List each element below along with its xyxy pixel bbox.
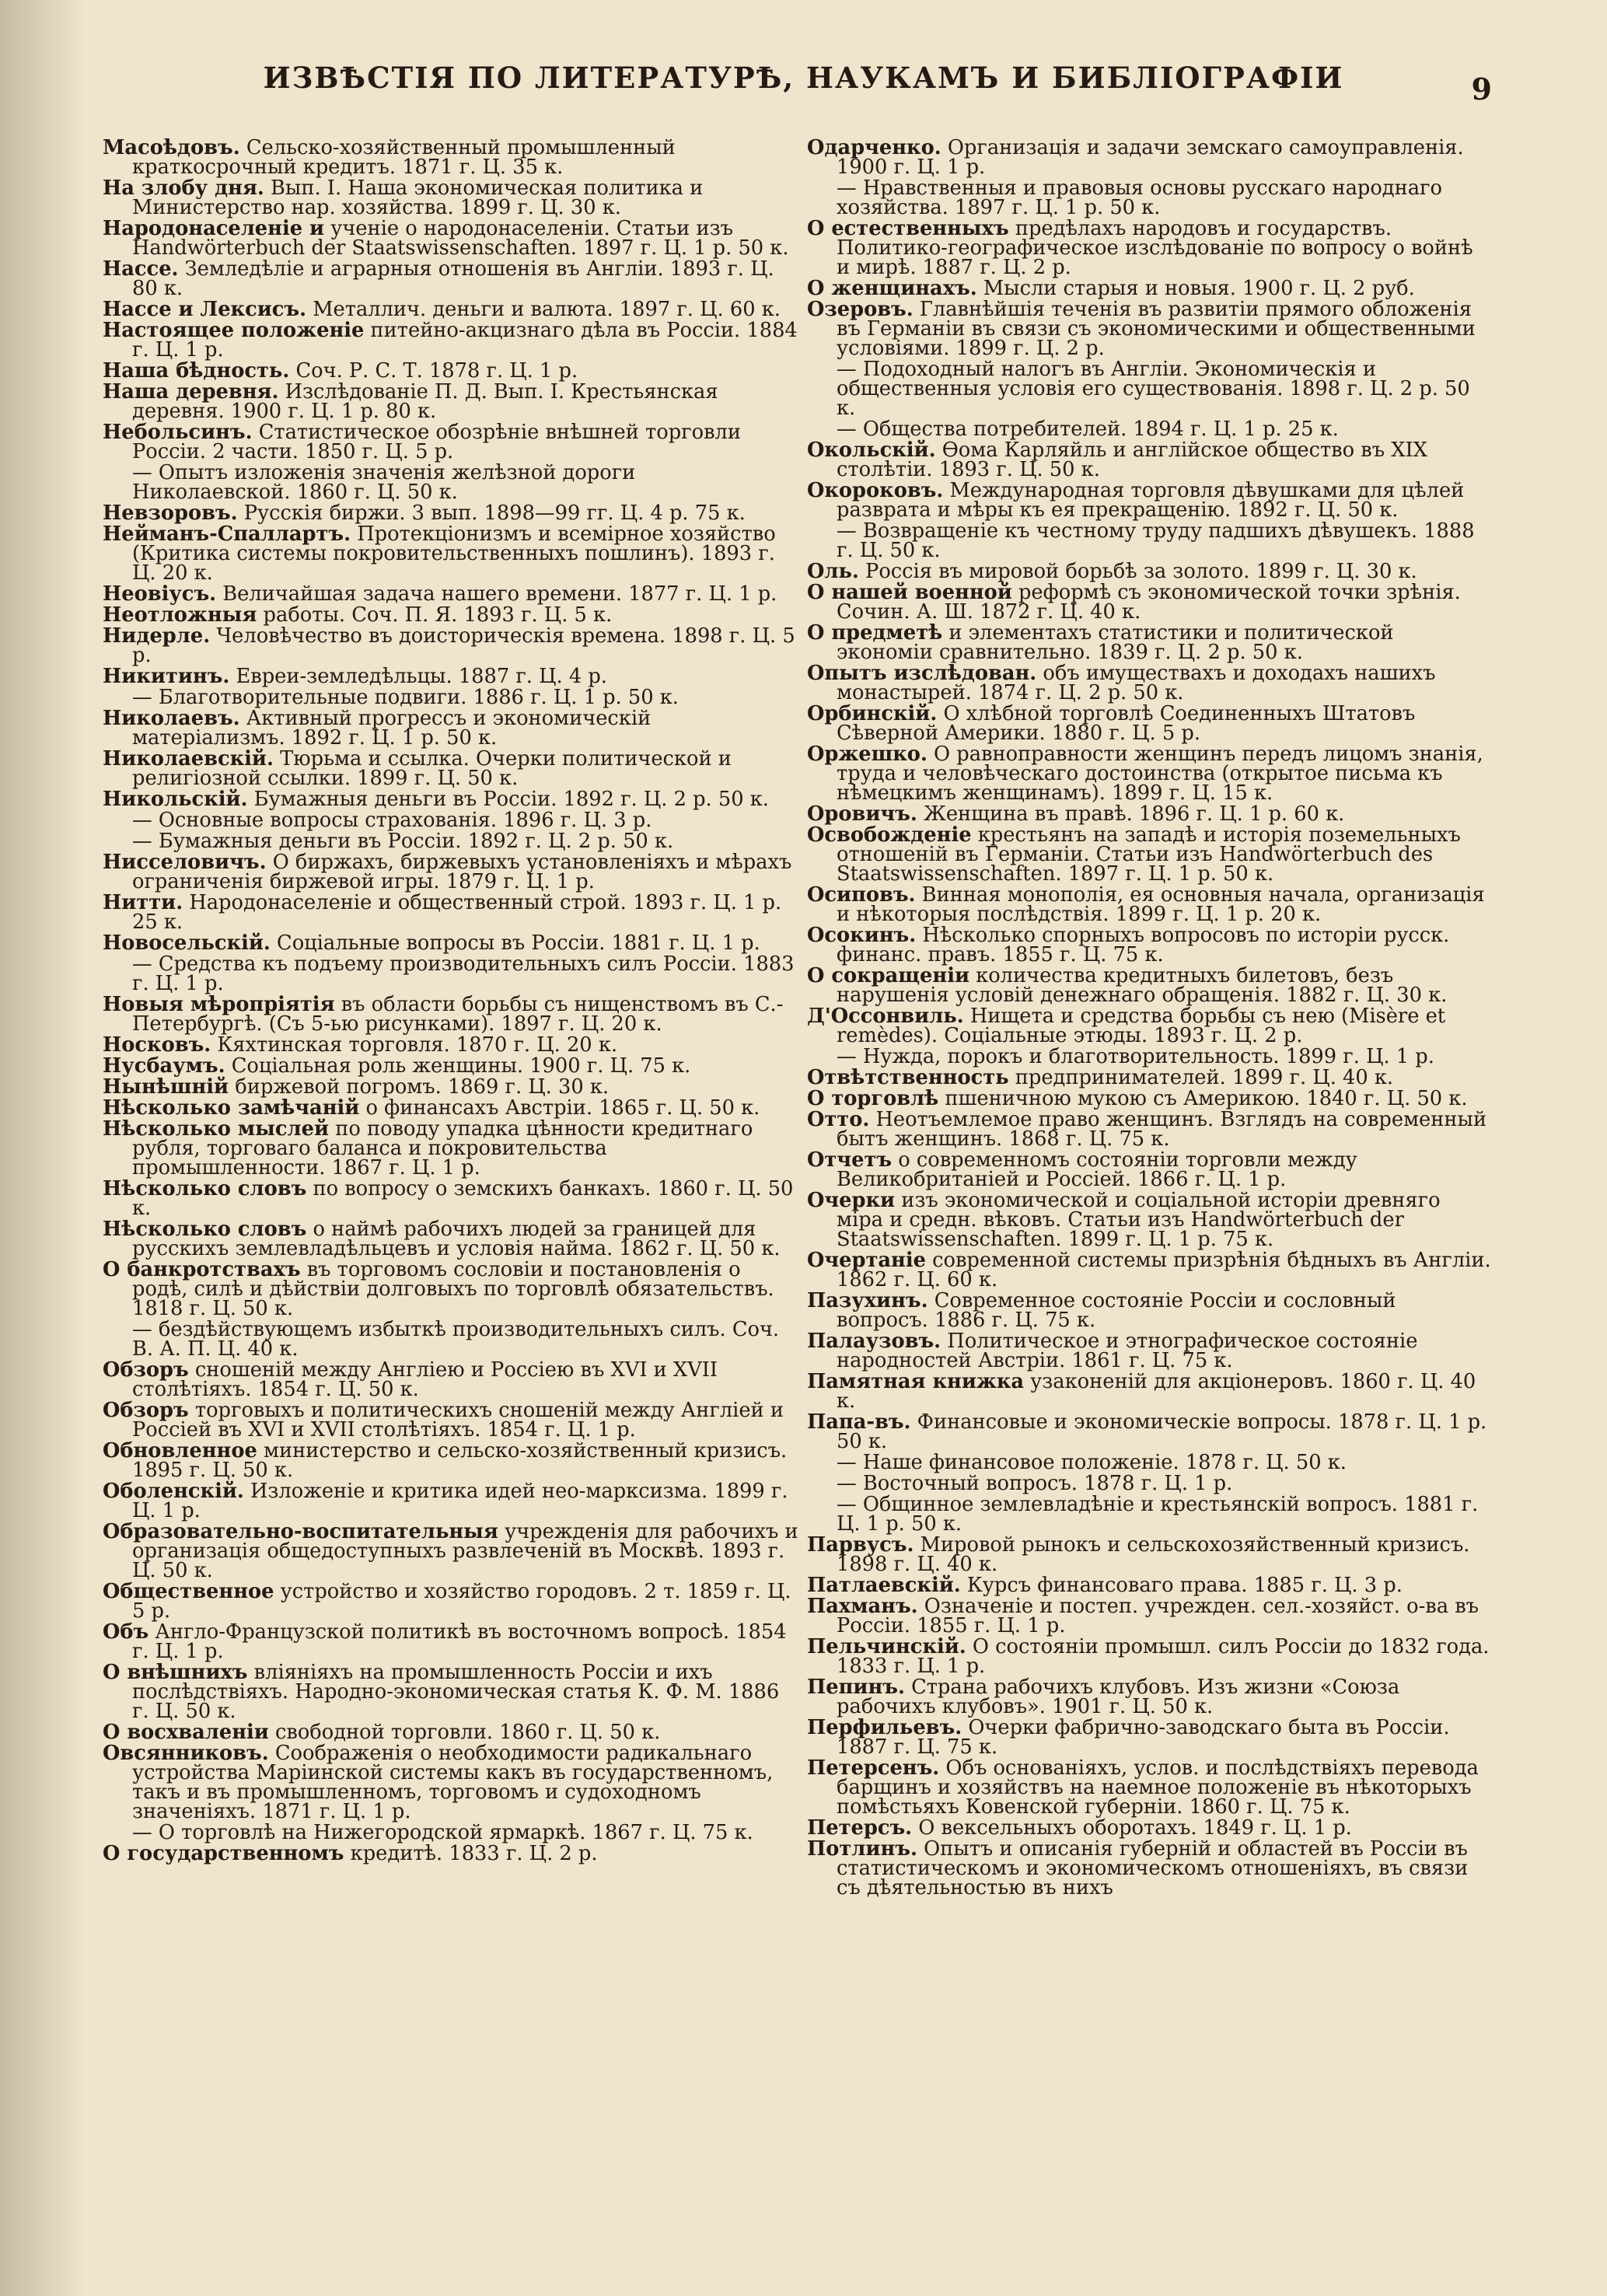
entry-author: Потлинъ. [807, 1837, 917, 1861]
catalog-entry [103, 1117, 798, 1179]
entry-text: Главнѣйшія теченія въ развитіи прямого обложенія въ Германіи въ связи съ экономическими и общественными условіями. 1899 г. Ц. 2 р. [837, 298, 1476, 360]
entry-text: Финансовые и экономическіе вопросы. 1878 г. Ц. 1 р. 50 к. [837, 1410, 1487, 1453]
catalog-entry [103, 1260, 798, 1319]
entry-author: Небольсинъ. [103, 421, 253, 444]
catalog-entry [807, 664, 1491, 703]
entry-author: Нѣсколько словъ [103, 1177, 307, 1200]
entry-text: биржевой погромъ. 1869 г. Ц. 30 к. [229, 1075, 610, 1099]
entry-text: Страна рабочихъ клубовъ. Изъ жизни «Союза рабочихъ клубовъ». 1901 г. Ц. 50 к. [837, 1676, 1400, 1718]
catalog-entry [103, 709, 798, 748]
catalog-entry [103, 1033, 798, 1057]
entry-text: Вып. I. Наша экономическая политика и Министерство нар. хозяйства. 1899 г. Ц. 30 к. [132, 176, 704, 219]
entry-author: Петерсенъ. [807, 1756, 940, 1780]
catalog-entry [807, 883, 1491, 926]
entry-author: Наша бѣдность. [103, 359, 290, 383]
catalog-entry [103, 853, 798, 892]
entry-text: Политическое и этнографическое состояніе народностей Австріи. 1861 г. Ц. 75 к. [837, 1330, 1418, 1372]
catalog-entry [103, 832, 798, 851]
catalog-entry [807, 360, 1491, 418]
entry-text: Россія въ мировой борьбѣ за золото. 1899 г. Ц. 30 к. [858, 560, 1417, 583]
entry-text: о наймѣ рабочихъ людей за границей для русскихъ землевладѣльцевъ и условія найма. 1862 г. Ц. 50 к. [132, 1218, 781, 1260]
running-header [0, 61, 1607, 115]
entry-text: свободной торговли. 1860 г. Ц. 50 к. [268, 1721, 661, 1744]
catalog-entry [103, 582, 798, 606]
entry-author: Опытъ изслѣдован. [807, 662, 1037, 685]
entry-text: предпринимателей. 1899 г. Ц. 40 к. [1008, 1066, 1394, 1089]
entry-text: Организація и задачи земскаго самоуправленія. 1900 г. Ц. 1 р. [837, 136, 1464, 179]
catalog-entry [103, 811, 798, 830]
entry-text: Изслѣдованіе П. Д. Вып. I. Крестьянская деревня. 1900 г. Ц. 1 р. 80 к. [132, 380, 718, 423]
entry-text: Сельско-хозяйственный промышленный краткосрочный кредитъ. 1871 г. Ц. 35 к. [132, 136, 676, 179]
catalog-entry [807, 1597, 1491, 1636]
catalog-entry [103, 300, 798, 320]
catalog-entry [807, 583, 1491, 622]
entry-author: Настоящее положеніе [103, 319, 365, 342]
entry-text: — Наше финансовое положеніе. 1878 г. Ц. 50 к. [837, 1451, 1347, 1474]
catalog-entry [103, 522, 798, 585]
catalog-entry [103, 1482, 798, 1521]
entry-text: Ѳома Карляйль и англійское общество въ XIX столѣтіи. 1893 г. Ц. 50 к. [837, 439, 1427, 481]
page-title: ИЗВѢСТІЯ ПО ЛИТЕРАТУРѢ, НАУКАМЪ И БИБЛІОГРАФІИ [263, 61, 1344, 95]
entry-text: Евреи-земледѣльцы. 1887 г. Ц. 4 р. [229, 665, 607, 688]
entry-author: Носковъ. [103, 1033, 211, 1057]
entry-text: объ имуществахъ и доходахъ нашихъ монастырей. 1874 г. Ц. 2 р. 50 к. [837, 662, 1436, 704]
entry-author: Невзоровъ. [103, 501, 238, 525]
page-number: 9 [1471, 72, 1492, 107]
entry-author: Отто. [807, 1108, 870, 1131]
entry-text: — Бумажныя деньги въ Россіи. 1892 г. Ц. 2 р. 50 к. [132, 830, 674, 853]
catalog-entry [807, 1816, 1491, 1840]
entry-author: Обновленное [103, 1439, 257, 1463]
entry-author: Осокинъ. [807, 924, 917, 947]
entry-text: пшеничною мукою съ Америкою. 1840 г. Ц. 50 к. [938, 1087, 1468, 1110]
catalog-entry [807, 1495, 1491, 1534]
entry-author: Отчетъ [807, 1148, 893, 1172]
entry-text: предѣлахъ народовъ и государствъ. Политико-географическое изслѣдованіе по вопросу о войнѣ и мирѣ. 1887 г. Ц. 2 р. [837, 217, 1473, 279]
entry-text: по поводу упадка цѣнности кредитнаго рубля, торговаго баланса и покровительства промышленности. 1867 г. Ц. 1 р. [132, 1117, 753, 1179]
entry-text: въ торговомъ сословіи и постановленія о родѣ, силѣ и дѣйствіи долговыхъ по торговлѣ обязательствъ. 1818 г. Ц. 50 к. [132, 1258, 774, 1320]
catalog-entry [807, 1756, 1491, 1819]
catalog-entry [807, 1718, 1491, 1757]
entry-text: Земледѣліе и аграрныя отношенія въ Англіи. 1893 г. Ц. 80 к. [132, 257, 774, 300]
entry-author: Оболенскій. [103, 1480, 244, 1503]
entry-author: Одарченко. [807, 136, 941, 159]
catalog-entry [103, 1401, 798, 1440]
entry-text: министерство и сельско-хозяйственный кризисъ. 1895 г. Ц. 50 к. [132, 1439, 788, 1482]
entry-author: Неотложныя [103, 603, 257, 627]
entry-text: — Возвращеніе къ честному труду падшихъ дѣвушекъ. 1888 г. Ц. 50 к. [837, 519, 1475, 562]
entry-author: Овсянниковъ. [103, 1742, 269, 1765]
entry-text: о современномъ состояніи торговли между Великобританіей и Россіей. 1866 г. Ц. 1 р. [837, 1148, 1357, 1191]
entry-text: Изложеніе и критика идей нео-марксизма. 1899 г. Ц. 1 р. [132, 1480, 788, 1522]
entry-text: Русскія биржи. 3 вып. 1898—99 гг. Ц. 4 р. 75 к. [237, 501, 746, 525]
entry-text: — Благотворительные подвиги. 1886 г. Ц. 1 р. 50 к. [132, 686, 679, 709]
entry-text: Винная монополія, ея основныя начала, организація и нѣкоторыя послѣдствія. 1899 г. Ц. 1 р. 20 к. [837, 883, 1485, 926]
catalog-entry [103, 893, 798, 932]
entry-author: Окороковъ. [807, 479, 944, 502]
catalog-entry [103, 219, 798, 258]
catalog-entry [807, 1191, 1491, 1249]
entry-author: Новосельскій. [103, 931, 271, 955]
entry-author: Оржешко. [807, 743, 928, 766]
entry-text: Мировой рынокъ и сельскохозяйственный кризисъ. 1898 г. Ц. 40 к. [837, 1533, 1470, 1576]
entry-text: Соціальная роль женщины. 1900 г. Ц. 75 к. [225, 1054, 691, 1078]
entry-text: работы. Соч. П. Я. 1893 г. Ц. 5 к. [257, 603, 613, 627]
entry-text: — Общества потребителей. 1894 г. Ц. 1 р. 25 к. [837, 418, 1339, 441]
catalog-entry [103, 931, 798, 955]
catalog-entry [807, 1047, 1491, 1067]
catalog-entry [103, 359, 798, 383]
entry-author: Никольскій. [103, 788, 248, 811]
catalog-entry [807, 1533, 1491, 1576]
catalog-entry [103, 1522, 798, 1581]
entry-text: Современное состояніе Россіи и сословный вопросъ. 1886 г. Ц. 75 к. [837, 1289, 1396, 1332]
entry-author: Патлаевскій. [807, 1574, 961, 1597]
entry-author: Оровичъ. [807, 802, 917, 826]
entry-author: Масоѣдовъ. [103, 136, 240, 159]
entry-author: Николаевъ. [103, 707, 240, 730]
entry-text: Означеніе и постеп. учрежден. сел.-хозяйст. о-ва въ Россіи. 1855 г. Ц. 1 р. [837, 1595, 1479, 1637]
catalog-entry [807, 1251, 1491, 1290]
entry-author: Освобожденіе [807, 823, 972, 847]
entry-text: Объ основаніяхъ, услов. и послѣдствіяхъ перевода барщинъ и хозяйствъ на наемное положеніе въ нѣкоторыхъ помѣстьяхъ Ковенской губерніи. 1860 г. Ц. 75 к. [837, 1756, 1479, 1819]
entry-text: о финансахъ Австріи. 1865 г. Ц. 50 к. [359, 1096, 760, 1120]
entry-author: Нейманъ-Спаллартъ. [103, 522, 351, 546]
entry-author: Обзоръ [103, 1358, 189, 1382]
catalog-entry [103, 423, 798, 462]
entry-text: Женщина въ правѣ. 1896 г. Ц. 1 р. 60 к. [917, 802, 1345, 826]
entry-text: узаконеній для акціонеровъ. 1860 г. Ц. 40 к. [837, 1370, 1476, 1413]
entry-author: Очерки [807, 1189, 896, 1212]
entry-author: Парвусъ. [807, 1533, 914, 1557]
entry-author: Памятная книжка [807, 1370, 1025, 1393]
entry-text: Величайшая задача нашего времени. 1877 г. Ц. 1 р. [216, 582, 777, 606]
catalog-entry [807, 1410, 1491, 1453]
entry-author: Объ [103, 1620, 149, 1644]
catalog-entry [807, 1576, 1491, 1595]
entry-text: Бумажныя деньги въ Россіи. 1892 г. Ц. 2 р. 50 к. [247, 788, 769, 811]
entry-text: сношеній между Англіею и Россіею въ XVI и XVII столѣтіяхъ. 1854 г. Ц. 50 к. [132, 1358, 718, 1401]
entry-text: О вексельныхъ оборотахъ. 1849 г. Ц. 1 р. [912, 1816, 1352, 1840]
entry-text: количества кредитныхъ билетовъ, безъ нарушенія условій денежнаго обращенія. 1882 г. Ц. 30 к. [837, 964, 1448, 1007]
entry-text: О равноправности женщинъ передъ лицомъ знанія, труда и человѣческаго достоинства (открытое письма къ нѣмецкимъ женщинамъ). 1899 г. Ц. 15 к. [837, 743, 1483, 805]
entry-author: Наша деревня. [103, 380, 279, 404]
entry-author: Никитинъ. [103, 665, 230, 688]
entry-text: Курсъ финансоваго права. 1885 г. Ц. 3 р. [960, 1574, 1403, 1597]
entry-text: реформѣ съ экономической точки зрѣнія. Сочин. А. Ш. 1872 г. Ц. 40 к. [837, 581, 1461, 624]
entry-author: Пазухинъ. [807, 1289, 928, 1312]
catalog-entry [807, 519, 1491, 562]
catalog-entry [103, 1744, 798, 1822]
catalog-entry [103, 603, 798, 627]
catalog-entry [103, 1075, 798, 1099]
entry-text: — Подоходный налогъ въ Англіи. Экономическія и общественныя условія его существованія. 1898 г. Ц. 2 р. 50 к. [837, 358, 1470, 420]
entry-author: Осиповъ. [807, 883, 916, 907]
catalog-entry [103, 667, 798, 687]
entry-author: Озеровъ. [807, 298, 914, 321]
entry-author: Пельчинскій. [807, 1635, 966, 1658]
catalog-entry [103, 321, 798, 360]
entry-text: Металлич. деньги и валюта. 1897 г. Ц. 60 к. [306, 298, 781, 321]
catalog-entry [103, 1844, 798, 1864]
entry-text: — Нравственныя и правовыя основы русскаго народнаго хозяйства. 1897 г. Ц. 1 р. 50 к. [837, 176, 1442, 219]
entry-text: О хлѣбной торговлѣ Соединенныхъ Штатовъ Сѣверной Америки. 1880 г. Ц. 5 р. [837, 702, 1416, 745]
entry-text: — Опытъ изложенія значенія желѣзной дороги Николаевской. 1860 г. Ц. 50 к. [132, 461, 636, 504]
catalog-entry [807, 1068, 1491, 1088]
entry-text: современной системы призрѣнія бѣдныхъ въ Англіи. 1862 г. Ц. 60 к. [837, 1249, 1491, 1291]
catalog-entry [807, 1110, 1491, 1149]
entry-text: вліяніяхъ на промышленность Россіи и ихъ послѣдствіяхъ. Народно-экономическая статья К. Ф. М. 1886 г. Ц. 50 к. [132, 1661, 780, 1723]
entry-text: Статистическое обозрѣніе внѣшней торговли Россіи. 2 части. 1850 г. Ц. 5 р. [132, 421, 741, 463]
entry-author: Нѣсколько мыслей [103, 1117, 330, 1141]
entry-author: Очертаніе [807, 1249, 926, 1272]
catalog-entry [103, 624, 798, 667]
entry-author: О торговлѣ [807, 1087, 939, 1110]
catalog-entry [807, 300, 1491, 358]
entry-text: учрежденія для рабочихъ и организація общедоступныхъ развлеченій въ Москвѣ. 1893 г. Ц. 50 к. [132, 1520, 798, 1582]
entry-author: О внѣшнихъ [103, 1661, 248, 1684]
catalog-entry [103, 747, 798, 790]
entry-text: питейно-акцизнаго дѣла въ Россіи. 1884 г. Ц. 1 р. [132, 319, 798, 362]
catalog-entry [807, 562, 1491, 582]
entry-text: О состояніи промышл. силъ Россіи до 1832 года. 1833 г. Ц. 1 р. [837, 1635, 1490, 1678]
catalog-entry [103, 1439, 798, 1482]
entry-text: Мысли старыя и новыя. 1900 г. Ц. 2 руб. [976, 277, 1415, 300]
entry-author: Пахманъ. [807, 1595, 918, 1618]
entry-author: Нисселовичъ. [103, 851, 267, 874]
entry-text: Протекціонизмъ и всемірное хозяйство (Критика системы покровительственныхъ пошлинъ). 1893 г. Ц. 20 к. [132, 522, 776, 585]
catalog-entry [807, 745, 1491, 803]
entry-author: Окольскій. [807, 439, 936, 462]
catalog-entry [103, 1220, 798, 1259]
catalog-entry [807, 1007, 1491, 1046]
entry-author: Нассе. [103, 257, 179, 281]
entry-author: О банкротствахъ [103, 1258, 301, 1281]
catalog-entry [103, 1663, 798, 1721]
catalog-entry [807, 1837, 1491, 1899]
entry-text: Соч. Р. С. Т. 1878 г. Ц. 1 р. [289, 359, 578, 383]
catalog-entry [103, 1723, 798, 1742]
entry-author: О сокращеніи [807, 964, 969, 987]
left-column [103, 138, 798, 1865]
catalog-entry [807, 1148, 1491, 1191]
entry-text: — Основные вопросы страхованія. 1896 г. Ц. 3 р. [132, 809, 652, 832]
catalog-entry [807, 926, 1491, 965]
catalog-entry [807, 1291, 1491, 1330]
catalog-entry [103, 501, 798, 525]
entry-author: Нѣсколько замѣчаній [103, 1096, 360, 1120]
catalog-entry [807, 279, 1491, 299]
catalog-entry [103, 1620, 798, 1663]
catalog-entry [103, 1582, 798, 1621]
entry-text: крестьянъ на западѣ и исторія поземельныхъ отношеній въ Германіи. Статьи изъ Handwörterbuch des Staatswissenschaften. 1897 г. Ц. 1 р. 50 к. [837, 823, 1461, 886]
catalog-entry [103, 257, 798, 300]
catalog-entry [807, 441, 1491, 480]
entry-author: Неовіусъ. [103, 582, 217, 606]
entry-text: — Нужда, порокъ и благотворительность. 1899 г. Ц. 1 р. [837, 1045, 1434, 1068]
catalog-entry [103, 952, 798, 995]
entry-text: по вопросу о земскихъ банкахъ. 1860 г. Ц. 50 к. [132, 1177, 794, 1220]
catalog-entry [103, 688, 798, 708]
entry-text: Тюрьма и ссылка. Очерки политической и религіозной ссылки. 1899 г. Ц. 50 к. [132, 747, 732, 790]
entry-text: торговыхъ и политическихъ сношеній между Англіей и Россіей въ XVI и XVII столѣтіяхъ. 1854 г. Ц. 1 р. [132, 1399, 784, 1442]
catalog-entry [807, 219, 1491, 278]
catalog-entry [807, 802, 1491, 826]
entry-text: — Общинное землевладѣніе и крестьянскій вопросъ. 1881 г. Ц. 1 р. 50 к. [837, 1493, 1479, 1536]
entry-text: кредитѣ. 1833 г. Ц. 2 р. [344, 1842, 598, 1865]
catalog-entry [807, 138, 1491, 177]
catalog-entry [103, 1358, 798, 1401]
entry-author: Пепинъ. [807, 1676, 905, 1699]
entry-text: Соображенія о необходимости радикальнаго устройства Маріинской системы какъ въ государственномъ, такъ и въ промышленномъ, торговомъ и судоходномъ значеніяхъ. 1871 г. Ц. 1 р. [132, 1742, 774, 1823]
entry-text: Опытъ и описанія губерній и областей въ Россіи въ статистическомъ и экономическомъ отношеніяхъ, въ связи съ дѣятельностью въ нихъ [837, 1837, 1469, 1899]
entry-author: Нидерле. [103, 624, 211, 648]
entry-author: Орбинскій. [807, 702, 938, 725]
entry-author: О предметѣ [807, 621, 943, 645]
entry-author: О женщинахъ. [807, 277, 977, 300]
catalog-entry [807, 1453, 1491, 1473]
entry-text: Соціальные вопросы въ Россіи. 1881 г. Ц. 1 р. [270, 931, 760, 955]
entry-text: Нищета и средства борьбы съ нею (Misère et remèdes). Соціальные этюды. 1893 г. Ц. 2 р. [837, 1005, 1446, 1047]
entry-text: ученіе о народонаселеніи. Статьи изъ Handwörterbuch der Staatswissenschaften. 1897 г. Ц. 1 р. 50 к. [132, 217, 789, 260]
entry-author: Оль. [807, 560, 859, 583]
entry-author: Петерсъ. [807, 1816, 913, 1840]
catalog-entry [807, 176, 1491, 219]
catalog-entry [103, 1823, 798, 1843]
entry-text: — Средства къ подъему производительныхъ силъ Россіи. 1883 г. Ц. 1 р. [132, 952, 795, 995]
entry-author: Палаузовъ. [807, 1330, 941, 1353]
entry-text: въ области борьбы съ нищенствомъ въ С.-Петербургѣ. (Съ 5-ью рисунками). 1897 г. Ц. 20 к. [132, 993, 784, 1036]
entry-author: Обзоръ [103, 1399, 189, 1422]
entry-author: Новыя мѣропріятія [103, 993, 335, 1016]
entry-author: Отвѣтственность [807, 1066, 1009, 1089]
entry-author: Образовательно-воспитательныя [103, 1520, 498, 1543]
catalog-entry [807, 966, 1491, 1005]
entry-text: Очерки фабрично-заводскаго быта въ Россіи. 1887 г. Ц. 75 к. [837, 1716, 1450, 1759]
entry-text: Англо-Французской политикѣ въ восточномъ вопросѣ. 1854 г. Ц. 1 р. [132, 1620, 787, 1663]
entry-text: — бездѣйствующемъ избыткѣ производительныхъ силъ. Соч. В. А. П. Ц. 40 к. [132, 1318, 780, 1361]
catalog-entry [807, 1332, 1491, 1371]
catalog-entry [103, 380, 798, 423]
entry-author: Д'Оссонвиль. [807, 1005, 964, 1028]
entry-text: Активный прогрессъ и экономическій матеріализмъ. 1892 г. Ц. 1 р. 50 к. [132, 707, 652, 750]
catalog-entry [103, 1179, 798, 1218]
catalog-entry [103, 1096, 798, 1120]
catalog-entry [103, 995, 798, 1034]
entry-text: устройство и хозяйство городовъ. 2 т. 1859 г. Ц. 5 р. [132, 1580, 791, 1623]
catalog-entry [807, 1637, 1491, 1676]
catalog-entry [807, 621, 1491, 664]
entry-author: Народонаселеніе и [103, 217, 325, 240]
entry-author: О восхваленіи [103, 1721, 269, 1744]
catalog-entry [807, 1678, 1491, 1717]
catalog-entry [807, 481, 1491, 520]
entry-author: Нассе и Лексисъ. [103, 298, 307, 321]
entry-text: и элементахъ статистики и политической экономіи сравнительно. 1839 г. Ц. 2 р. 50 к. [837, 621, 1394, 664]
catalog-entry [807, 704, 1491, 743]
entry-author: О нашей военной [807, 581, 1012, 604]
page-gutter-shadow [0, 0, 86, 2296]
catalog-entry [807, 1474, 1491, 1494]
entry-text: Человѣчество въ доисторическія времена. 1898 г. Ц. 5 р. [132, 624, 795, 667]
entry-author: Нынѣшній [103, 1075, 229, 1099]
entry-text: Неотъемлемое право женщинъ. Взглядъ на современный бытъ женщинъ. 1868 г. Ц. 75 к. [837, 1108, 1487, 1151]
entry-author: Нѣсколько словъ [103, 1218, 307, 1241]
catalog-entry [103, 138, 798, 177]
entry-text: — О торговлѣ на Нижегородской ярмаркѣ. 1867 г. Ц. 75 к. [132, 1821, 753, 1844]
entry-author: Папа-въ. [807, 1410, 911, 1434]
right-column [807, 138, 1491, 1899]
entry-author: Общественное [103, 1580, 274, 1603]
catalog-entry [103, 176, 798, 219]
catalog-entry [807, 1372, 1491, 1411]
entry-author: На злобу дня. [103, 176, 264, 200]
entry-text: Кяхтинская торговля. 1870 г. Ц. 20 к. [211, 1033, 618, 1057]
catalog-entry [103, 790, 798, 809]
entry-author: Николаевскій. [103, 747, 274, 771]
catalog-entry [807, 1089, 1491, 1109]
catalog-entry [807, 420, 1491, 439]
entry-author: Перфильевъ. [807, 1716, 962, 1739]
catalog-entry [103, 463, 798, 502]
entry-text: изъ экономической и соціальной исторіи древняго міра и средн. вѣковъ. Статьи изъ Handwörterbuch der Staatswissenschaften. 1899 г. Ц. 1 р. 75 к. [837, 1189, 1441, 1251]
entry-author: О государственномъ [103, 1842, 344, 1865]
catalog-entry [103, 1320, 798, 1359]
entry-author: О естественныхъ [807, 217, 1009, 240]
entry-text: Народонаселеніе и общественный строй. 1893 г. Ц. 1 р. 25 к. [132, 891, 782, 934]
entry-text: Международная торговля дѣвушками для цѣлей разврата и мѣры къ ея прекращенію. 1892 г. Ц. 50 к. [837, 479, 1465, 522]
catalog-entry [807, 823, 1491, 886]
entry-author: Нитти. [103, 891, 183, 914]
entry-text: О биржахъ, биржевыхъ установленіяхъ и мѣрахъ ограниченія биржевой игры. 1879 г. Ц. 1 р. [132, 851, 792, 893]
entry-text: Нѣсколько спорныхъ вопросовъ по исторіи русск. финанс. правъ. 1855 г. Ц. 75 к. [837, 924, 1450, 966]
entry-text: — Восточный вопросъ. 1878 г. Ц. 1 р. [837, 1472, 1233, 1495]
catalog-entry [103, 1054, 798, 1078]
entry-author: Нусбаумъ. [103, 1054, 225, 1078]
